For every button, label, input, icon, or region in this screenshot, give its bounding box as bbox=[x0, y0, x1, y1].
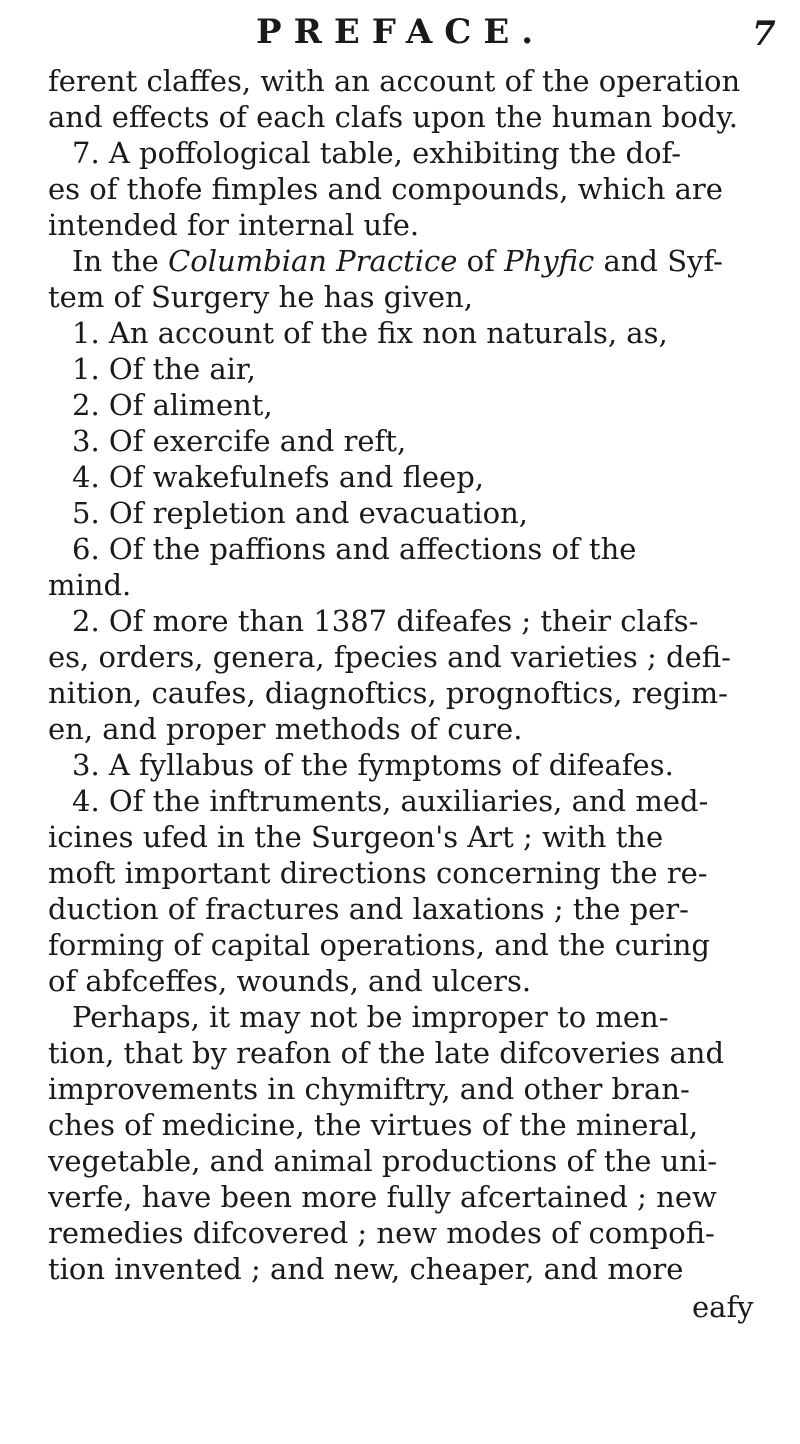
text-line: In the Columbian Practice of Phyfic and Syf- bbox=[72, 244, 723, 278]
list-item: 1. Of the air, bbox=[72, 352, 256, 386]
text-line: forming of capital operations, and the curing bbox=[48, 928, 710, 962]
text-line: es of thofe fimples and compounds, which are bbox=[48, 172, 723, 206]
text-line: verfe, have been more fully afcertained ; new bbox=[48, 1180, 717, 1214]
text-line: of abfceffes, wounds, and ulcers. bbox=[48, 964, 532, 998]
list-item: 6. Of the paffions and affections of the bbox=[72, 532, 637, 566]
list-item: 1. An account of the fix non naturals, as, bbox=[72, 316, 668, 350]
text-line: mind. bbox=[48, 568, 132, 602]
list-item: 5. Of repletion and evacuation, bbox=[72, 496, 528, 530]
text-line: and effects of each clafs upon the human body. bbox=[48, 100, 738, 134]
text-line: nition, caufes, diagnoftics, prognoftics, regim- bbox=[48, 676, 728, 710]
text-line: intended for internal ufe. bbox=[48, 208, 420, 242]
text-line: en, and proper methods of cure. bbox=[48, 712, 523, 746]
list-item: 4. Of the inftruments, auxiliaries, and med- bbox=[72, 784, 709, 818]
text-line: tion invented ; and new, cheaper, and more bbox=[48, 1252, 684, 1286]
text-line: vegetable, and animal productions of the uni- bbox=[48, 1144, 718, 1178]
text-line: 7. A poffological table, exhibiting the dof- bbox=[72, 136, 682, 170]
running-head: PREFACE. bbox=[256, 12, 546, 52]
list-item: 4. Of wakefulnefs and fleep, bbox=[72, 460, 485, 494]
text-line: moft important directions concerning the re- bbox=[48, 856, 708, 890]
text-line: Perhaps, it may not be improper to men- bbox=[72, 1000, 669, 1034]
text-line: tion, that by reafon of the late difcoveries and bbox=[48, 1036, 725, 1070]
text-line: ferent claffes, with an account of the operation bbox=[48, 64, 741, 98]
text-line: tem of Surgery he has given, bbox=[48, 280, 473, 314]
list-item: 3. A fyllabus of the fymptoms of difeafes. bbox=[72, 748, 674, 782]
text-line: icines ufed in the Surgeon's Art ; with the bbox=[48, 820, 664, 854]
text-line: es, orders, genera, fpecies and varieties ; defi- bbox=[48, 640, 731, 674]
book-title: Phyfic bbox=[504, 244, 595, 278]
text-line: improvements in chymiftry, and other bran- bbox=[48, 1072, 690, 1106]
text-line: ches of medicine, the virtues of the mineral, bbox=[48, 1108, 699, 1142]
book-title: Columbian Practice bbox=[168, 244, 458, 278]
page-header bbox=[0, 6, 800, 66]
page-number: 7 bbox=[752, 14, 776, 54]
list-item: 2. Of aliment, bbox=[72, 388, 273, 422]
catchword: eafy bbox=[692, 1290, 754, 1324]
text-line: remedies difcovered ; new modes of compofi- bbox=[48, 1216, 715, 1250]
list-item: 2. Of more than 1387 difeafes ; their clafs- bbox=[72, 604, 699, 638]
list-item: 3. Of exercife and reft, bbox=[72, 424, 407, 458]
text-line: duction of fractures and laxations ; the per- bbox=[48, 892, 689, 926]
